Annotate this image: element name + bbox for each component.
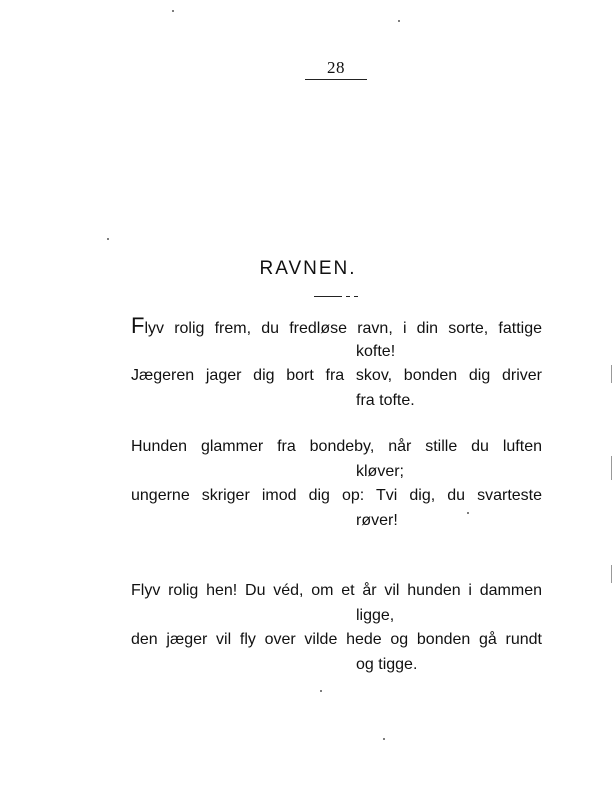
poem-line-continuation: fra tofte.	[356, 392, 415, 409]
scan-speck	[172, 10, 174, 12]
scan-speck	[467, 512, 469, 514]
page-number: 28	[327, 58, 345, 77]
poem-line: Jægeren jager dig bort fra skov, bonden dig driver	[131, 367, 542, 384]
page-number-rule	[305, 79, 367, 80]
scan-speck	[383, 738, 385, 740]
page-edge-mark	[611, 456, 612, 480]
title-ornament-dot	[354, 296, 358, 297]
poem-line: ungerne skriger imod dig op: Tvi dig, du svarteste	[131, 487, 542, 504]
poem-line-continuation: røver!	[356, 512, 398, 529]
poem-line-continuation: og tigge.	[356, 656, 418, 673]
poem-title: RAVNEN.	[259, 258, 357, 279]
title-ornament-rule	[314, 296, 342, 297]
page-edge-mark	[611, 565, 612, 583]
poem-line	[131, 313, 542, 339]
poem-line: Hunden glammer fra bondeby, når stille du luften	[131, 438, 542, 455]
poem-line-continuation: kofte!	[356, 343, 396, 360]
title-ornament-dot	[346, 296, 350, 297]
scan-speck	[107, 238, 109, 240]
scan-speck	[398, 20, 400, 22]
poem-line-text: lyv rolig frem, du fredløse ravn, i din sorte, fattige	[144, 320, 542, 337]
scan-speck	[320, 690, 322, 692]
poem-line-continuation: kløver;	[356, 463, 404, 480]
poem-line-continuation: ligge,	[356, 607, 395, 624]
poem-line: den jæger vil fly over vilde hede og bonden gå rundt	[131, 631, 542, 648]
poem-line: Flyv rolig hen! Du véd, om et år vil hunden i dammen	[131, 582, 542, 599]
drop-cap: F	[131, 313, 145, 338]
page-edge-mark	[611, 365, 612, 383]
